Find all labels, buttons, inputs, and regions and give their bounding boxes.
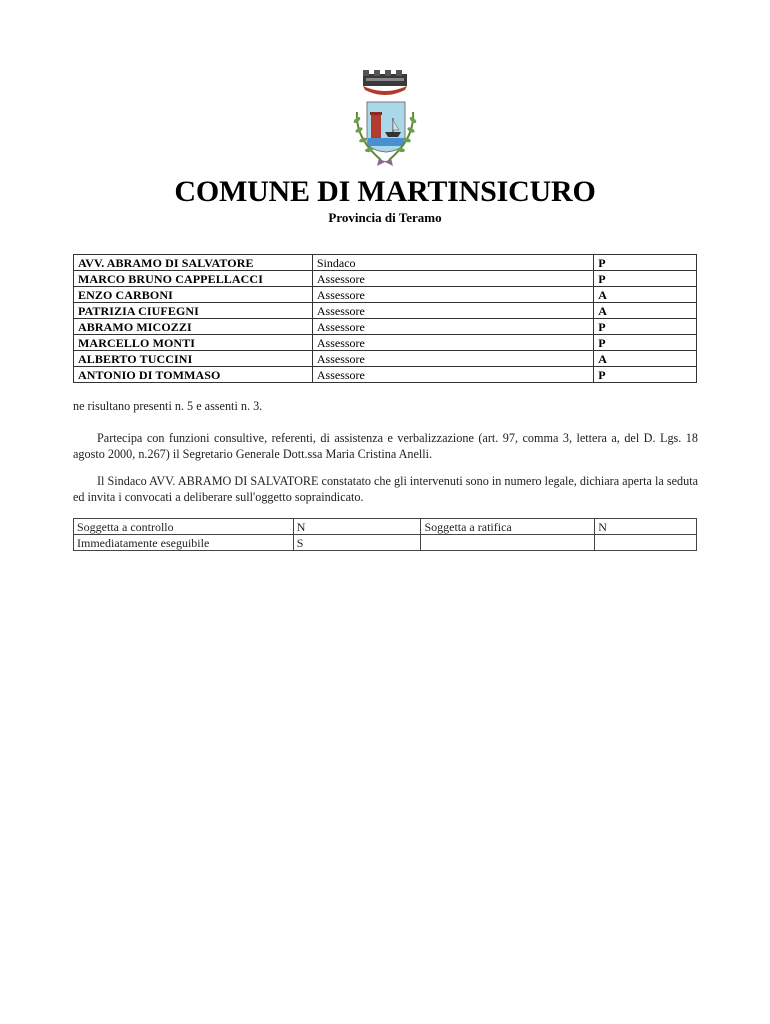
mayor-paragraph: Il Sindaco AVV. ABRAMO DI SALVATORE constatato che gli intervenuti sono in numero legale, dichiara aperta la seduta ed invita i convocati a deliberare sull'oggetto sopraindicato.	[73, 474, 698, 504]
page-subtitle: Provincia di Teramo	[328, 210, 442, 225]
member-role: Assessore	[312, 271, 593, 287]
member-name: PATRIZIA CIUFEGNI	[74, 303, 313, 319]
table-row	[74, 535, 697, 551]
member-name: ANTONIO DI TOMMASO	[74, 367, 313, 383]
table-row	[74, 335, 697, 351]
member-name: MARCELLO MONTI	[74, 335, 313, 351]
table-row	[74, 519, 697, 535]
flag-label-ratifica: Soggetta a ratifica	[421, 519, 595, 535]
attendance-summary: ne risultano presenti n. 5 e assenti n. 3.	[73, 399, 263, 413]
member-name: ABRAMO MICOZZI	[74, 319, 313, 335]
page-title: COMUNE DI MARTINSICURO	[174, 175, 596, 208]
table-row	[74, 255, 697, 271]
member-presence: P	[594, 319, 697, 335]
table-row	[74, 319, 697, 335]
member-presence: P	[594, 271, 697, 287]
member-role: Sindaco	[312, 255, 593, 271]
member-presence: A	[594, 287, 697, 303]
table-row	[74, 367, 697, 383]
flag-label-controllo: Soggetta a controllo	[74, 519, 294, 535]
member-role: Assessore	[312, 287, 593, 303]
empty-cell	[421, 535, 595, 551]
member-name: MARCO BRUNO CAPPELLACCI	[74, 271, 313, 287]
member-role: Assessore	[312, 303, 593, 319]
members-attendance-table	[73, 254, 697, 383]
secretary-paragraph: Partecipa con funzioni consultive, referenti, di assistenza e verbalizzazione (art. 97, comma 3, lettera a, del D. Lgs. 18 agosto 2000, n.267) il Segretario Generale Dott.ssa Maria Cristina Anelli.	[73, 431, 698, 461]
member-name: ENZO CARBONI	[74, 287, 313, 303]
member-presence: P	[594, 335, 697, 351]
member-name: AVV. ABRAMO DI SALVATORE	[74, 255, 313, 271]
member-role: Assessore	[312, 367, 593, 383]
flag-value-eseguibile: S	[293, 535, 421, 551]
table-row	[74, 271, 697, 287]
table-row	[74, 351, 697, 367]
member-role: Assessore	[312, 335, 593, 351]
flag-value-controllo: N	[293, 519, 421, 535]
municipal-coat-of-arms-icon	[333, 68, 437, 172]
member-role: Assessore	[312, 319, 593, 335]
deliberation-flags-table	[73, 518, 697, 551]
table-row	[74, 287, 697, 303]
member-presence: P	[594, 367, 697, 383]
member-presence: P	[594, 255, 697, 271]
empty-cell	[595, 535, 697, 551]
member-name: ALBERTO TUCCINI	[74, 351, 313, 367]
flag-value-ratifica: N	[595, 519, 697, 535]
member-role: Assessore	[312, 351, 593, 367]
member-presence: A	[594, 303, 697, 319]
table-row	[74, 303, 697, 319]
member-presence: A	[594, 351, 697, 367]
flag-label-eseguibile: Immediatamente eseguibile	[74, 535, 294, 551]
